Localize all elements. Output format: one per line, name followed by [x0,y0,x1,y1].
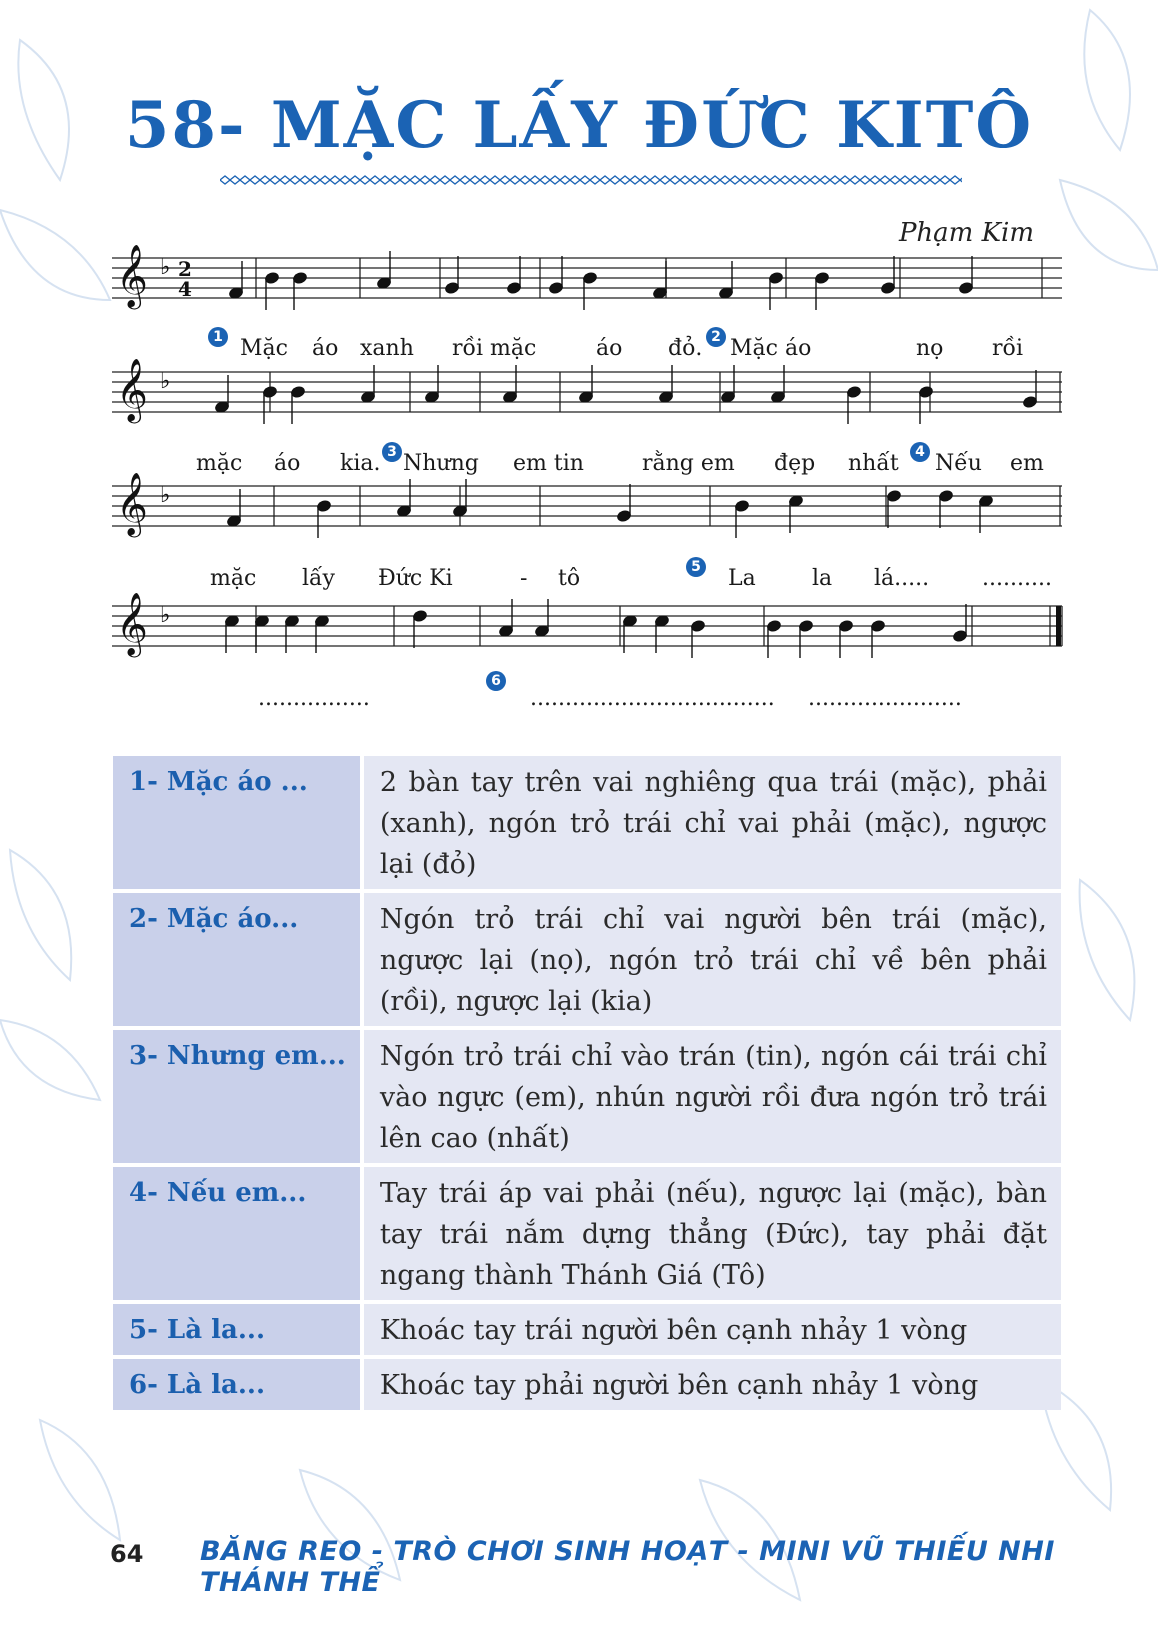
note [578,365,593,404]
action-description: Ngón trỏ trái chỉ vai người bên trái (mặc), ngược lại (nọ), ngón trỏ trái chỉ về bên phải (rồi), ngược lại (kia) [364,893,1061,1026]
flat-icon: ♭ [160,255,171,280]
lyric: La [728,566,756,591]
note [720,365,735,404]
lyric: lá..... [874,566,930,591]
note [690,619,705,658]
lyric: ...................... [808,686,962,711]
staff [112,472,1062,538]
note [316,499,331,538]
note [314,614,329,653]
lyric: la [812,566,833,591]
note [444,256,459,295]
note [734,499,749,538]
time-signature-bottom: 4 [178,277,192,301]
note [918,385,933,424]
note [360,365,375,404]
lyric: lấy [302,566,335,591]
note [770,365,785,404]
note [952,604,967,643]
note [502,365,517,404]
note [396,479,411,518]
note [506,256,521,295]
note [224,614,239,653]
flat-icon: ♭ [160,603,171,628]
note [814,271,829,310]
note [214,375,229,414]
marker-4: 4 [910,442,930,462]
lyric: mặc [210,566,257,591]
marker-5: 5 [686,557,706,577]
note [718,261,733,300]
note [616,484,631,523]
lyric: Mặc [240,336,288,361]
music-score [0,0,1158,720]
note [284,614,299,653]
lyric: - [520,566,528,591]
lyric: áo [596,336,623,361]
treble-clef-icon: 𝄞 [116,244,148,307]
note [1022,370,1037,409]
lyric: nọ [916,336,944,361]
flat-icon: ♭ [160,369,171,394]
action-description: Ngón trỏ trái chỉ vào trán (tin), ngón cái trái chỉ vào ngực (em), nhún người rồi đưa ngón trỏ trái lên cao (nhất) [364,1030,1061,1163]
lyric: em tin [513,451,584,476]
note [548,256,563,295]
note [622,614,637,653]
note [652,261,667,300]
staff [112,592,1062,658]
actions-table [113,752,1061,1414]
song-title: 58- MẶC LẤY ĐỨC KITÔ [124,88,1034,163]
action-label: 2- Mặc áo... [113,893,364,1026]
table-row [113,1359,1061,1410]
note [838,619,853,658]
lyric: ................................... [530,686,775,711]
note [798,619,813,658]
lyric: Nhưng [403,451,479,476]
lyric: rằng em [642,451,735,476]
action-description: Khoác tay trái người bên cạnh nhảy 1 vòng [364,1304,1061,1355]
table-row [113,756,1061,889]
treble-clef-icon: 𝄞 [116,358,148,421]
lyric: .......... [982,566,1052,591]
flat-icon: ♭ [160,483,171,508]
marker-3: 3 [382,442,402,462]
note [846,385,861,424]
action-label: 6- Là la... [113,1359,364,1410]
note [228,261,243,300]
lyric: áo [312,336,339,361]
note [880,256,895,295]
marker-2: 2 [706,327,726,347]
time-signature-top: 2 [178,257,192,281]
lyric: đẹp [774,451,816,476]
page-number: 64 [110,1540,144,1568]
note [958,256,973,295]
lyric: rồi mặc [452,336,537,361]
action-label: 4- Nếu em... [113,1167,364,1300]
note [766,619,781,658]
lyric: áo [274,451,301,476]
note [254,614,269,653]
lyric: tô [558,566,581,591]
note [534,599,549,638]
lyric: Mặc áo [730,336,812,361]
note [768,271,783,310]
note [498,599,513,638]
table-row [113,893,1061,1026]
note [978,494,993,533]
lyric: rồi [992,336,1024,361]
composer: Phạm Kim [898,218,1034,248]
action-label: 3- Nhưng em... [113,1030,364,1163]
lyric: kia. [340,451,381,476]
note [938,489,953,528]
treble-clef-icon: 𝄞 [116,472,148,535]
lyric: xanh [360,336,414,361]
note [788,494,803,533]
final-barline [1056,606,1061,646]
note [870,619,885,658]
action-label: 1- Mặc áo ... [113,756,364,889]
note [582,271,597,310]
treble-clef-icon: 𝄞 [116,592,148,655]
lyric: ................ [258,686,370,711]
note [886,489,901,528]
note [292,271,307,310]
table-row [113,1030,1061,1163]
note [264,271,279,310]
action-description: Tay trái áp vai phải (nếu), ngược lại (mặc), bàn tay trái nắm dựng thẳng (Đức), tay phải đặt ngang thành Thánh Giá (Tô) [364,1167,1061,1300]
lyric: nhất [848,451,899,476]
note [412,609,427,648]
action-description: Khoác tay phải người bên cạnh nhảy 1 vòng [364,1359,1061,1410]
note [226,489,241,528]
note [654,614,669,653]
action-label: 5- Là la... [113,1304,364,1355]
note [376,251,391,290]
table-row [113,1167,1061,1300]
note [290,385,305,424]
lyric: em [1010,451,1044,476]
lyric: Nếu [935,451,982,476]
lyric: mặc [196,451,243,476]
table-row [113,1304,1061,1355]
footer-title: BĂNG REO - TRÒ CHƠI SINH HOẠT - MINI VŨ THIẾU NHI THÁNH THỂ [200,1536,1055,1598]
marker-1: 1 [208,327,228,347]
note [424,365,439,404]
lyric: Đức Ki [378,566,453,591]
note [658,365,673,404]
lyric: đỏ. [668,336,703,361]
marker-6: 6 [486,671,506,691]
action-description: 2 bàn tay trên vai nghiêng qua trái (mặc), phải (xanh), ngón trỏ trái chỉ vai phải (mặc), ngược lại (đỏ) [364,756,1061,889]
